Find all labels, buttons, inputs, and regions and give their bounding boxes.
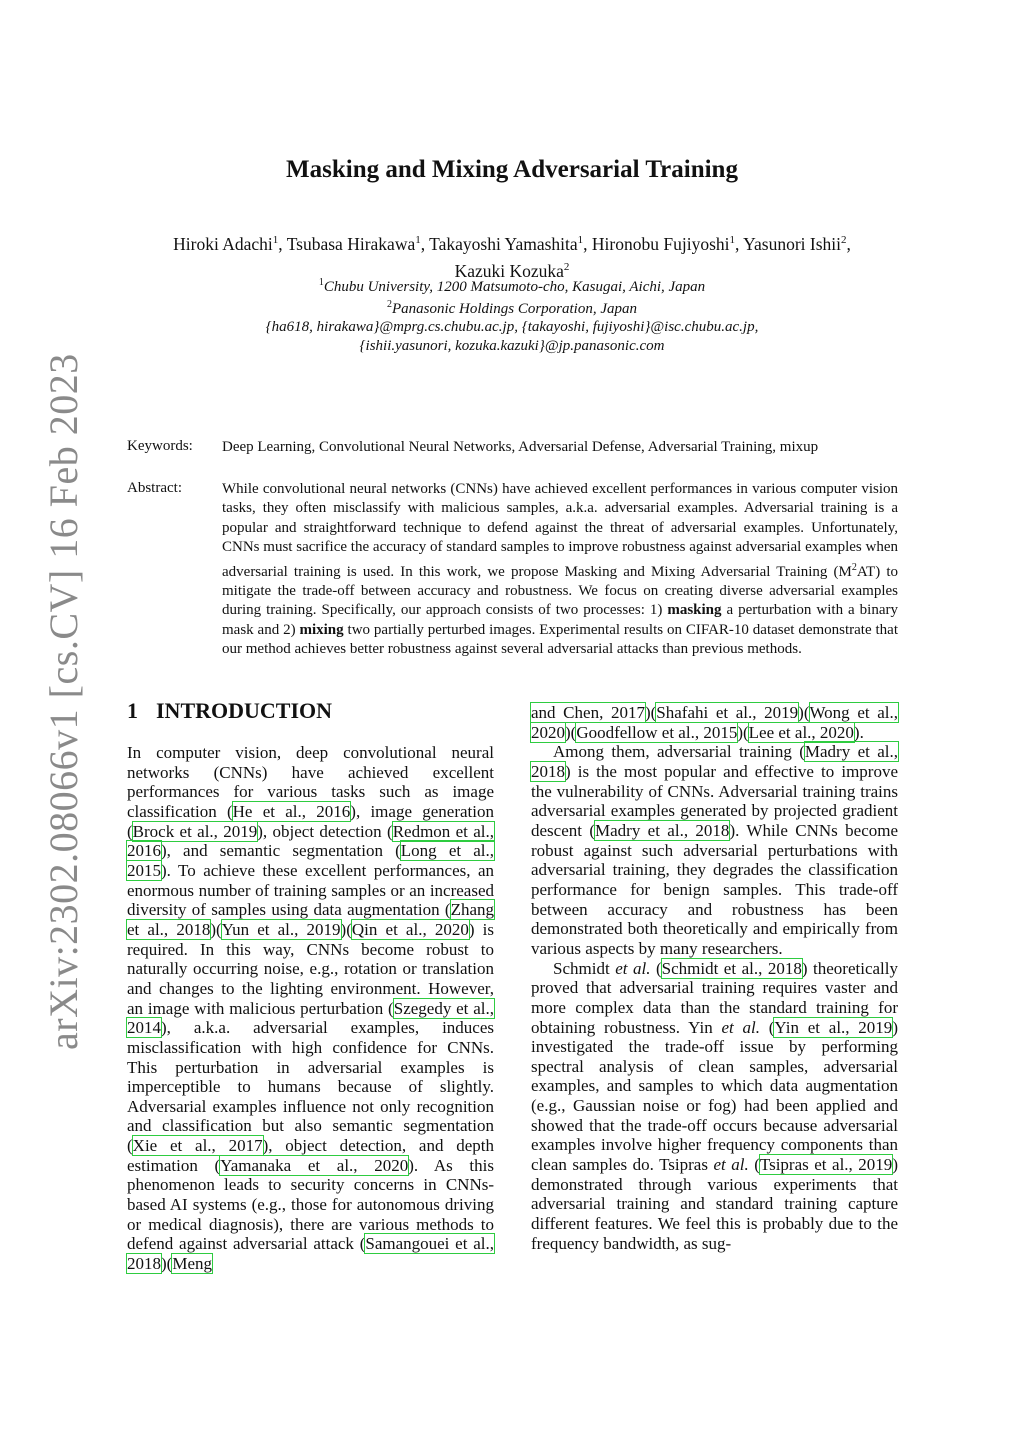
- citation-link[interactable]: Madry et al., 2018: [595, 820, 730, 840]
- citation-link[interactable]: Wong et al., 2020: [531, 703, 898, 742]
- citation-link[interactable]: Meng: [172, 1254, 212, 1274]
- abstract-text: While convolutional neural networks (CNNs) have achieved excellent performances in various computer vision tasks, they often misclassify with malicious samples, a.k.a. adversarial examples. Adversarial training is a popular and straightforward technique to defend against the threat of adversarial examples. Unfortunately, CNNs must sacrifice the accuracy of standard samples to improve robustness against adversarial examples when adversarial training is used. In this work, we propose Masking and Mixing Adversarial Training $(M^2AT)$ to mitigate the trade-off between accuracy and robustness. We focus on creating diverse adversarial examples during training. Specifically, our approach consists of two processes: 1) masking a perturbation with a binary mask and 2) mixing two partially perturbed images. Experimental results on CIFAR-10 dataset demonstrate that our method achieves better robustness against several adversarial attacks than previous methods.: [222, 481, 898, 658]
- citation-link[interactable]: Xie et al., 2017: [132, 1136, 263, 1156]
- author-name: Hiroki Adachi: [173, 233, 273, 254]
- keywords-text: Deep Learning, Convolutional Neural Networks, Adversarial Defense, Adversarial Training, mixup: [222, 439, 819, 455]
- citation-link[interactable]: Szegedy et al., 2014: [127, 998, 494, 1038]
- email-line-1: {ha618, hirakawa}@mprg.cs.chubu.ac.jp, {takayoshi, fujiyoshi}@isc.chubu.ac.jp,: [265, 319, 759, 335]
- citation-link[interactable]: Redmon et al., 2016: [127, 821, 494, 861]
- citation-link[interactable]: Goodfellow et al., 2015: [576, 722, 738, 742]
- citation-link[interactable]: Qin et al., 2020: [351, 919, 469, 939]
- author-name: Yasunori Ishii: [743, 233, 841, 254]
- author-affiliation-mark: 1: [272, 234, 279, 246]
- citation-link[interactable]: Yin et al., 2019: [774, 1017, 893, 1037]
- author-affiliation-mark: 2: [563, 260, 570, 273]
- citation-link[interactable]: Shafahi et al., 2019: [656, 703, 799, 722]
- keywords-label: Keywords:: [127, 438, 193, 454]
- affiliation-1: $^1$Chubu University, 1200 Matsumoto-cho, Kasugai, Aichi, Japan: [318, 277, 706, 295]
- abstract-label: Abstract:: [127, 480, 182, 496]
- citation-link[interactable]: Tsipras et al., 2019: [759, 1155, 893, 1175]
- author-affiliation-mark: 1: [415, 234, 421, 246]
- section-title: INTRODUCTION: [156, 698, 333, 723]
- author-name: Tsubasa Hirakawa: [286, 233, 416, 254]
- intro-left-column: [127, 743, 494, 1274]
- author-affiliation-mark: 2: [841, 234, 847, 246]
- citation-link[interactable]: Madry et al., 2018: [531, 742, 898, 781]
- author-name: Kazuki Kozuka: [454, 260, 564, 281]
- author-name: Takayoshi Yamashita: [429, 233, 578, 254]
- citation-link[interactable]: Yun et al., 2019: [221, 919, 341, 939]
- section-number: 1: [127, 698, 138, 723]
- author-list: Hiroki Adachi$^1$, Tsubasa Hirakawa$^1$, Takayoshi Yamashita$^1$, Hironobu Fujiyoshi$^1$, Yasunori Ishii$^2$, Kazuki Kozuka$^2$: [173, 233, 851, 281]
- citation-link[interactable]: Long et al., 2015: [127, 841, 494, 880]
- intro-paragraph: and Chen, 2017)(Shafahi et al., 2019)(Wong et al., 2020)(Goodfellow et al., 2015)(Lee et al., 2020).: [531, 703, 898, 742]
- author-affiliation-mark: 1: [577, 234, 584, 246]
- author-name: Hironobu Fujiyoshi: [591, 233, 730, 254]
- intro-paragraph: Among them, adversarial training (Madry et al., 2018) is the most popular and effective to improve the vulnerability of CNNs. Adversarial training trains adversarial examples generated by projected gradient descent (Madry et al., 2018). While CNNs become robust against such adversarial perturbations with adversarial training, they degrades the classification performance for benign samples. This trade-off between accuracy and robustness has been demonstrated both theoretically and empirically from various aspects by many researchers.: [531, 742, 899, 958]
- paper-title: Masking and Mixing Adversarial Training: [286, 156, 738, 183]
- email-line-2: {ishii.yasunori, kozuka.kazuki}@jp.panasonic.com: [359, 338, 665, 354]
- arxiv-identifier: arXiv:2302.08066v1 [cs.CV] 16 Feb 2023: [41, 353, 86, 1050]
- affiliation-2: $^2$Panasonic Holdings Corporation, Japan: [386, 299, 637, 317]
- citation-link[interactable]: He et al., 2016: [232, 801, 351, 821]
- citation-link[interactable]: Schmidt et al., 2018: [661, 958, 802, 978]
- intro-paragraph: Schmidt et al. (Schmidt et al., 2018) theoretically proved that adversarial training requires vaster and more complex data than the standard training for obtaining robustness. Yin et al. (Yin et al., 2019) investigated the trade-off issue by performing spectral analysis of clean samples, adversarial examples, and samples to which data augmentation (e.g., Gaussian noise or fog) had been applied and showed that the trade-off occurs because adversarial examples involve higher frequency components than clean samples do. Tsipras et al. (Tsipras et al., 2019) demonstrated through various experiments that adversarial training and standard training capture different features. We feel this is probably due to the frequency bandwidth, as sug-: [531, 958, 898, 1253]
- intro-paragraph: In computer vision, deep convolutional neural networks (CNNs) have achieved excellent performances for various tasks such as image classification (He et al., 2016), image generation (Brock et al., 2019), object detection (Redmon et al., 2016), and semantic segmentation (Long et al., 2015). To achieve these excellent performances, an enormous number of training samples or an increased diversity of samples using data augmentation (Zhang et al., 2018)(Yun et al., 2019)(Qin et al., 2020) is required. In this way, CNNs become robust to naturally occurring noise, e.g., rotation or translation and changes to the lighting environment. However, an image with malicious perturbation (Szegedy et al., 2014), a.k.a. adversarial examples, induces misclassification with high confidence for CNNs. This perturbation in adversarial examples is imperceptible to humans because of slightly. Adversarial examples influence not only recognition and classification but also semantic segmentation (Xie et al., 2017), object detection, and depth estimation (Yamanaka et al., 2020). As this phenomenon leads to security concerns in CNNs-based AI systems (e.g., those for autonomous driving or medical diagnosis), there are various methods to defend against adversarial attack (Samangouei et al., 2018)(Meng: [127, 743, 495, 1274]
- section-heading: [127, 698, 332, 724]
- citation-link[interactable]: and Chen, 2017: [531, 703, 645, 722]
- intro-right-column: [531, 703, 898, 1253]
- citation-link[interactable]: Zhang et al., 2018: [127, 900, 494, 939]
- citation-link[interactable]: Lee et al., 2020: [748, 722, 854, 742]
- author-affiliation-mark: 1: [729, 234, 735, 246]
- citation-link[interactable]: Yamanaka et al., 2020: [220, 1155, 409, 1175]
- citation-link[interactable]: Brock et al., 2019: [132, 821, 258, 841]
- citation-link[interactable]: Samangouei et al., 2018: [127, 1234, 495, 1274]
